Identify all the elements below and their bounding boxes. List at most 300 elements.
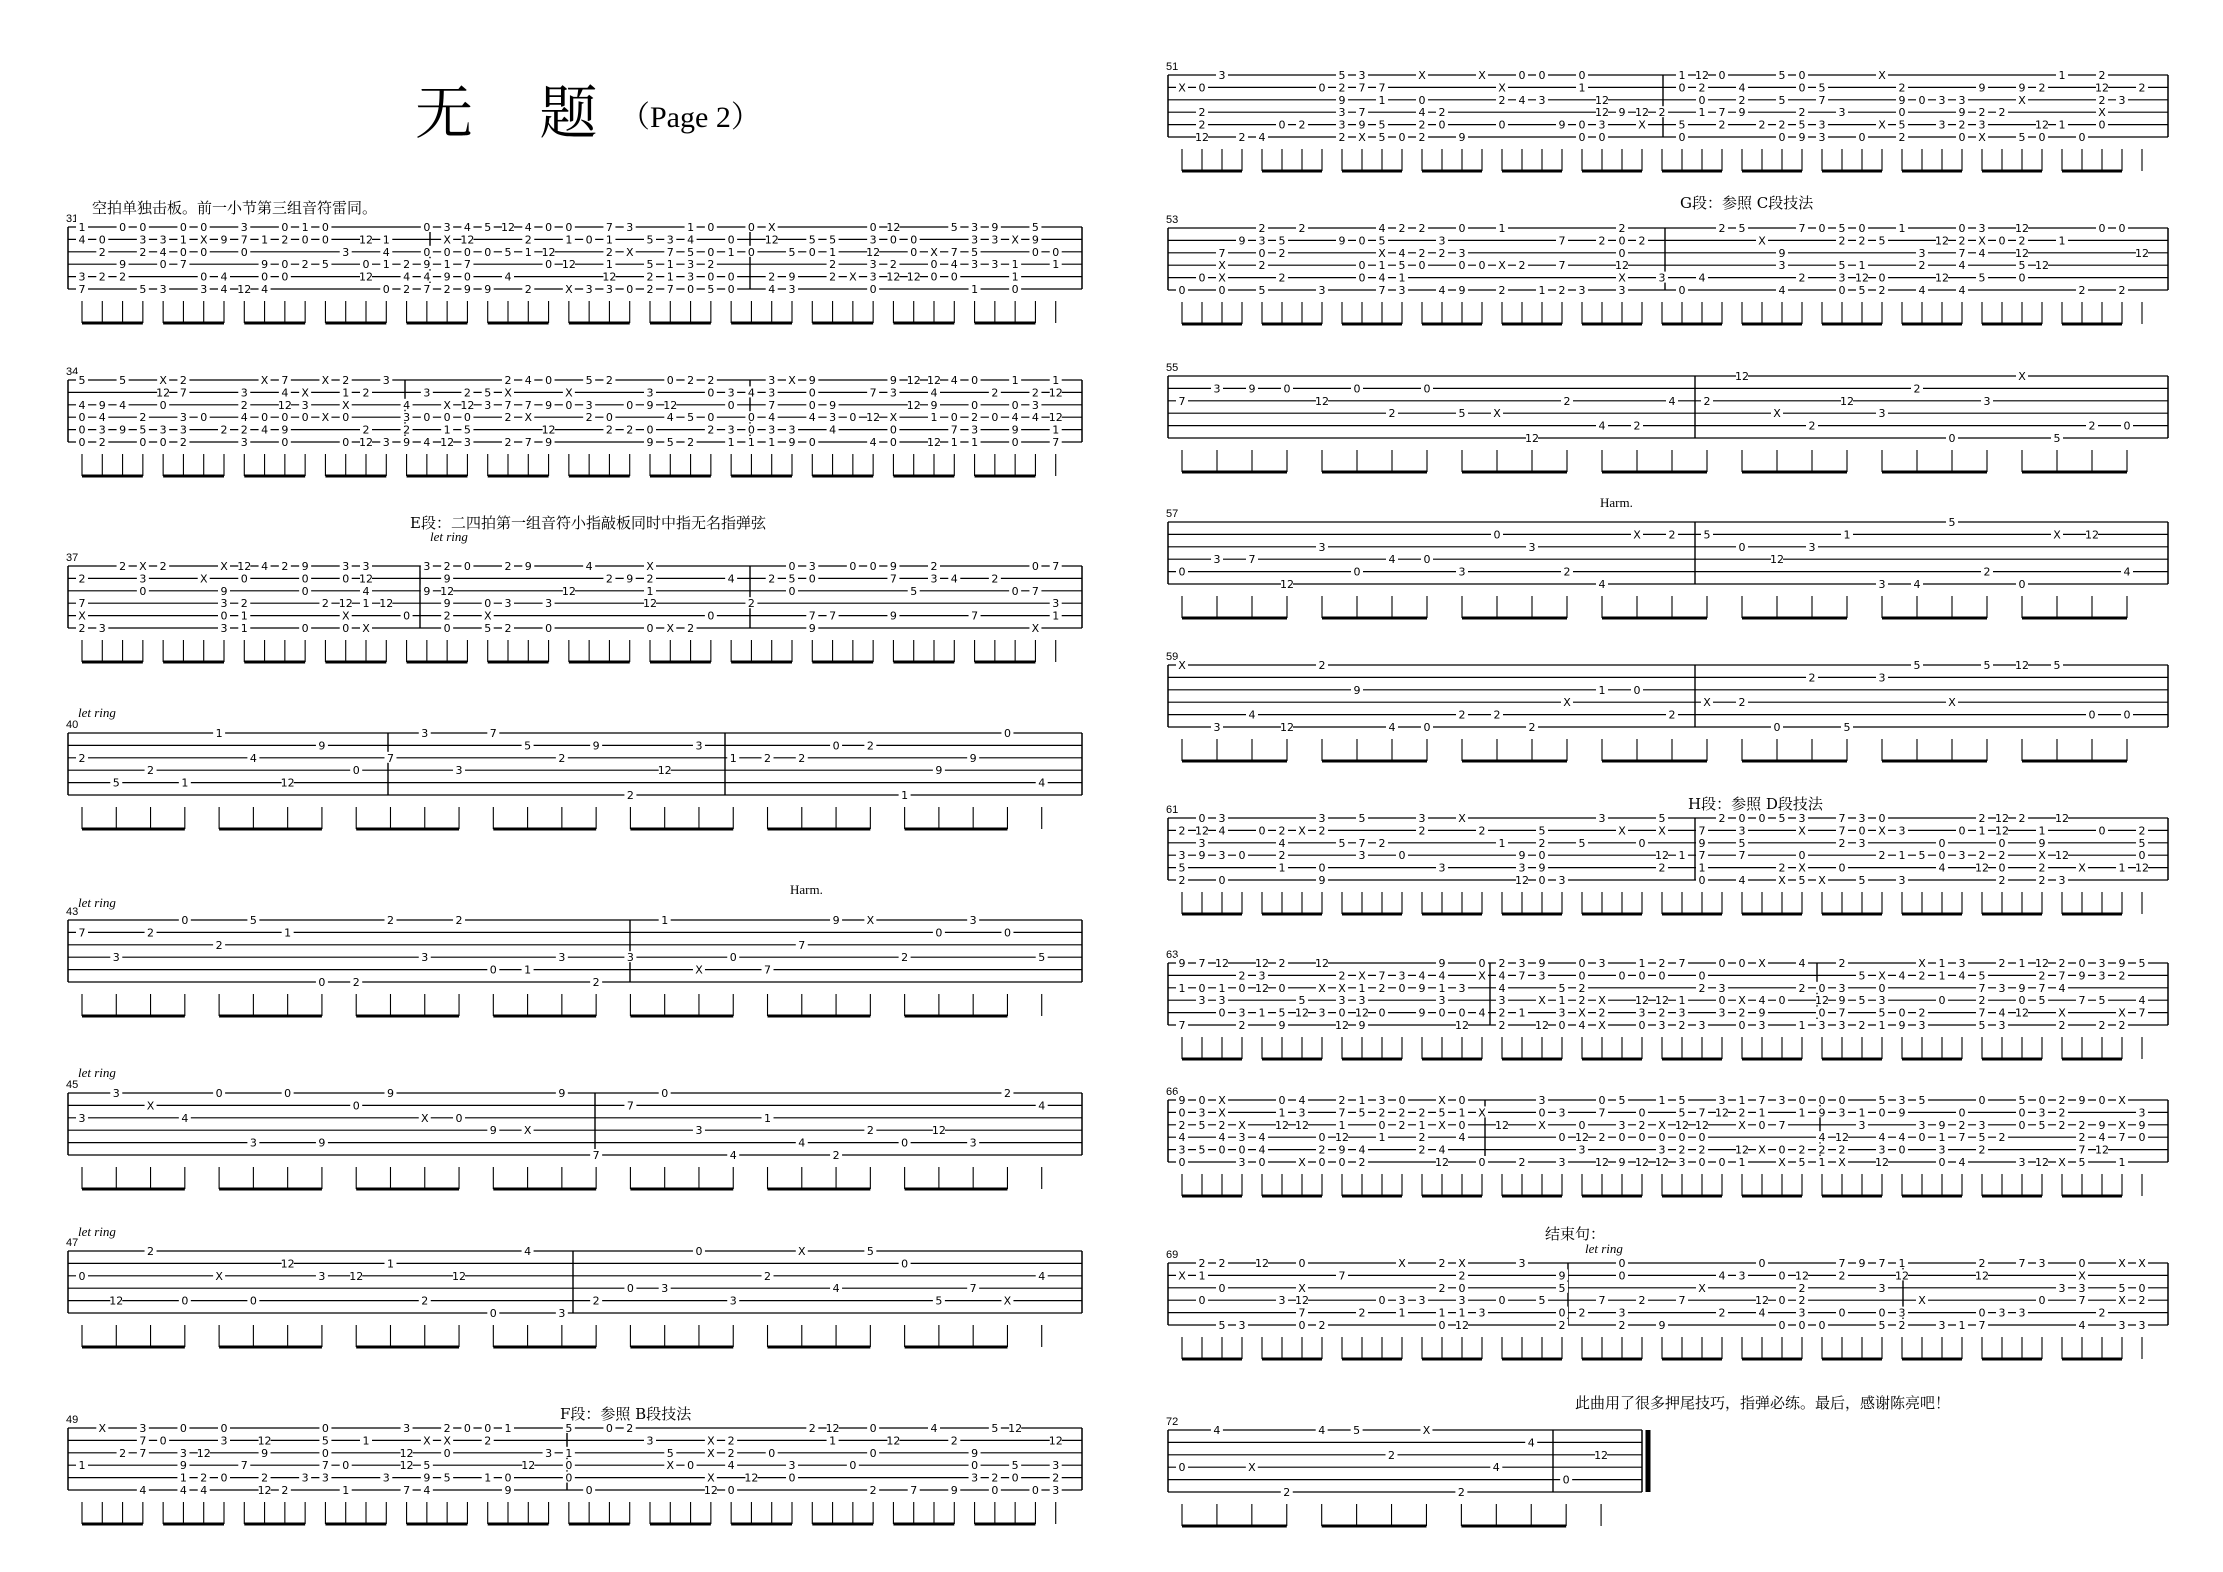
remark-section-g: G段：参照 C段技法 [1680, 192, 1813, 213]
fret-number: 2 [1999, 849, 2006, 862]
fret-number: 0 [951, 271, 958, 284]
fret-number: 1 [363, 1434, 370, 1447]
fret-number: 2 [971, 411, 978, 424]
fret-number: 0 [1319, 862, 1326, 875]
fret-number: 4 [1439, 1144, 1446, 1157]
fret-number: 0 [1699, 1131, 1706, 1144]
fret-number: 2 [1799, 982, 1806, 995]
fret-number: X [301, 386, 309, 399]
fret-number: 12 [1255, 982, 1269, 995]
fret-number: 9 [387, 1087, 394, 1100]
fret-number: 2 [626, 424, 633, 437]
fret-number: 9 [1012, 424, 1019, 437]
fret-number: 0 [180, 246, 187, 259]
fret-number: 3 [2139, 1106, 2146, 1119]
fret-number: 0 [728, 271, 735, 284]
fret-number: 0 [1919, 94, 1926, 107]
fret-number: 3 [342, 560, 349, 573]
fret-number: X [423, 1434, 431, 1447]
fret-number: 0 [1012, 1472, 1019, 1485]
fret-number: 2 [281, 1484, 288, 1497]
fret-number: 3 [1919, 1019, 1926, 1032]
fret-number: 2 [1979, 812, 1986, 825]
fret-number: 3 [870, 271, 877, 284]
fret-number: 4 [1389, 553, 1396, 566]
fret-number: 0 [627, 1282, 634, 1295]
fret-number: 4 [1318, 1424, 1325, 1437]
fret-number: 2 [1634, 420, 1641, 433]
fret-number: 2 [2079, 1119, 2086, 1132]
fret-number: 2 [2059, 1094, 2066, 1107]
fret-number: 0 [281, 411, 288, 424]
fret-number: X [147, 1099, 155, 1112]
fret-number: 0 [1279, 119, 1286, 132]
fret-number: 0 [890, 436, 897, 449]
fret-number: 3 [647, 386, 654, 399]
fret-number: 2 [79, 752, 86, 765]
fret-number: 0 [1939, 837, 1946, 850]
fret-number: 4 [1279, 837, 1286, 850]
fret-number: 5 [1879, 1007, 1886, 1020]
fret-number: 1 [1739, 1094, 1746, 1107]
fret-number: 0 [281, 221, 288, 234]
fret-number: 5 [79, 374, 86, 387]
fret-number: 3 [1239, 1131, 1246, 1144]
fret-number: 12 [1049, 411, 1063, 424]
fret-number: 3 [2019, 1156, 2026, 1169]
let-ring-label: let ring [78, 1224, 116, 1240]
fret-number: 2 [302, 258, 309, 271]
fret-number: 4 [1899, 1131, 1906, 1144]
measure-number: 59 [1166, 651, 1178, 663]
fret-number: 2 [1559, 1319, 1566, 1332]
fret-number: 12 [1695, 69, 1709, 82]
fret-number: 2 [1859, 234, 1866, 247]
fret-number: 0 [910, 246, 917, 259]
fret-number: 0 [181, 914, 188, 927]
fret-number: 2 [647, 572, 654, 585]
fret-number: 0 [322, 221, 329, 234]
fret-number: X [930, 246, 938, 259]
fret-number: 1 [2059, 234, 2066, 247]
fret-number: 12 [1755, 1294, 1769, 1307]
fret-number: 3 [383, 374, 390, 387]
fret-number: 2 [606, 572, 613, 585]
fret-number: 0 [1779, 1294, 1786, 1307]
fret-number: 2 [1519, 259, 1526, 272]
fret-number: 3 [1599, 957, 1606, 970]
fret-number: 0 [1032, 246, 1039, 259]
fret-number: 0 [748, 424, 755, 437]
fret-number: 3 [1839, 106, 1846, 119]
fret-number: 3 [647, 1434, 654, 1447]
fret-number: 4 [1038, 1099, 1045, 1112]
fret-number: 3 [1439, 862, 1446, 875]
fret-number: 9 [1619, 1156, 1626, 1169]
fret-number: 5 [1199, 1119, 1206, 1132]
fret-number: 2 [1419, 824, 1426, 837]
fret-number: 3 [586, 399, 593, 412]
fret-number: 2 [444, 560, 451, 573]
fret-number: 5 [250, 914, 257, 927]
fret-number: 5 [1379, 234, 1386, 247]
fret-number: 2 [1439, 1282, 1446, 1295]
fret-number: 2 [1052, 1472, 1059, 1485]
fret-number: 0 [545, 221, 552, 234]
fret-number: X [1538, 1119, 1546, 1132]
fret-number: 3 [768, 424, 775, 437]
fret-number: 7 [1339, 1269, 1346, 1282]
fret-number: 12 [1835, 1131, 1849, 1144]
fret-number: 1 [505, 1422, 512, 1435]
fret-number: 0 [1979, 1094, 1986, 1107]
fret-number: 2 [1579, 994, 1586, 1007]
fret-number: 2 [1339, 81, 1346, 94]
fret-number: 3 [1359, 994, 1366, 1007]
fret-number: 5 [113, 777, 120, 790]
fret-number: 3 [2119, 1319, 2126, 1332]
fret-number: 0 [1379, 1119, 1386, 1132]
fret-number: 3 [1619, 1119, 1626, 1132]
fret-number: 0 [1319, 1156, 1326, 1169]
fret-number: 12 [379, 597, 393, 610]
fret-number: 3 [1679, 1156, 1686, 1169]
fret-number: 3 [1219, 994, 1226, 1007]
fret-number: 4 [1499, 982, 1506, 995]
fret-number: 7 [951, 246, 958, 259]
fret-number: 2 [1339, 969, 1346, 982]
fret-number: 0 [1599, 131, 1606, 144]
fret-number: 4 [667, 411, 674, 424]
fret-number: 2 [593, 1295, 600, 1308]
fret-number: 7 [1839, 1007, 1846, 1020]
fret-number: 3 [484, 399, 491, 412]
fret-number: 1 [1379, 259, 1386, 272]
fret-number: 2 [1719, 1307, 1726, 1320]
fret-number: 1 [1012, 258, 1019, 271]
fret-number: 7 [2059, 969, 2066, 982]
fret-number: 2 [147, 1245, 154, 1258]
fret-number: 4 [1739, 81, 1746, 94]
fret-number: 1 [1599, 684, 1606, 697]
fret-number: 3 [1379, 1094, 1386, 1107]
harmonic-label: Harm. [1600, 495, 1633, 511]
fret-number: 0 [586, 1484, 593, 1497]
fret-number: 0 [1219, 1282, 1226, 1295]
fret-number: 3 [1214, 382, 1221, 395]
fret-number: 0 [1819, 1007, 1826, 1020]
fret-number: 3 [505, 597, 512, 610]
fret-number: 1 [180, 1472, 187, 1485]
fret-number: 7 [1519, 969, 1526, 982]
fret-number: 0 [423, 246, 430, 259]
fret-number: 1 [484, 1472, 491, 1485]
fret-number: X [261, 374, 269, 387]
fret-number: 0 [901, 1257, 908, 1270]
fret-number: 1 [1359, 1094, 1366, 1107]
fret-number: 2 [241, 597, 248, 610]
fret-number: 4 [829, 424, 836, 437]
fret-number: 7 [1719, 106, 1726, 119]
fret-number: X [1633, 528, 1641, 541]
fret-number: 2 [647, 271, 654, 284]
fret-number: 12 [1840, 395, 1854, 408]
fret-number: 0 [565, 221, 572, 234]
fret-number: 0 [647, 622, 654, 635]
fret-number: 9 [789, 271, 796, 284]
fret-number: 0 [565, 399, 572, 412]
fret-number: 12 [1594, 1449, 1608, 1462]
fret-number: 3 [1619, 284, 1626, 297]
fret-number: 0 [931, 271, 938, 284]
fret-number: 12 [1615, 259, 1629, 272]
fret-number: 0 [1339, 1156, 1346, 1169]
fret-number: X [695, 964, 703, 977]
fret-number: 9 [970, 752, 977, 765]
fret-number: 2 [1529, 721, 1536, 734]
fret-number: 3 [1839, 272, 1846, 285]
fret-number: 1 [1939, 1131, 1946, 1144]
fret-number: 5 [1819, 81, 1826, 94]
fret-number: 3 [1519, 957, 1526, 970]
fret-number: 12 [1435, 1156, 1449, 1169]
fret-number: X [2053, 528, 2061, 541]
fret-number: 0 [1539, 874, 1546, 887]
fret-number: 3 [403, 411, 410, 424]
fret-number: 12 [1595, 94, 1609, 107]
remark-ending: 结束句： [1545, 1223, 1605, 1244]
fret-number: 0 [464, 246, 471, 259]
fret-number: 4 [1899, 969, 1906, 982]
fret-number: 7 [764, 964, 771, 977]
fret-number: 0 [1319, 81, 1326, 94]
fret-number: 0 [423, 221, 430, 234]
fret-number: 3 [1879, 407, 1886, 420]
fret-number: 0 [1639, 1019, 1646, 1032]
fret-number: 2 [1659, 957, 1666, 970]
fret-number: 3 [1719, 1094, 1726, 1107]
fret-number: 2 [1619, 1319, 1626, 1332]
fret-number: 7 [870, 386, 877, 399]
fret-number: 5 [667, 1447, 674, 1460]
fret-number: 0 [1319, 1131, 1326, 1144]
fret-number: 5 [2079, 1156, 2086, 1169]
fret-number: 0 [2139, 1131, 2146, 1144]
fret-number: X [1758, 234, 1766, 247]
fret-number: 3 [1719, 1007, 1726, 1020]
fret-number: 0 [2079, 957, 2086, 970]
fret-number: 3 [1179, 1144, 1186, 1157]
fret-number: 0 [484, 597, 491, 610]
fret-number: 9 [423, 585, 430, 598]
fret-number: 0 [1959, 222, 1966, 235]
fret-number: 3 [1499, 994, 1506, 1007]
fret-number: 2 [1359, 1307, 1366, 1320]
fret-number: 2 [1339, 131, 1346, 144]
fret-number: 0 [342, 411, 349, 424]
fret-number: 0 [363, 258, 370, 271]
fret-number: 4 [261, 283, 268, 296]
fret-number: 0 [1699, 94, 1706, 107]
fret-number: 3 [1559, 1156, 1566, 1169]
fret-number: 0 [1699, 1156, 1706, 1169]
fret-number: X [1423, 1424, 1431, 1437]
fret-number: 2 [444, 610, 451, 623]
fret-number: 2 [1839, 1144, 1846, 1157]
fret-number: 9 [1459, 284, 1466, 297]
fret-number: 0 [322, 233, 329, 246]
fret-number: 3 [1859, 1119, 1866, 1132]
fret-number: 1 [1012, 271, 1019, 284]
fret-number: 2 [809, 1422, 816, 1435]
fret-number: 7 [809, 610, 816, 623]
fret-number: 2 [798, 752, 805, 765]
fret-number: 12 [1715, 1106, 1729, 1119]
fret-number: 0 [1459, 1119, 1466, 1132]
fret-number: 12 [1855, 272, 1869, 285]
fret-number: 0 [1619, 234, 1626, 247]
fret-number: 3 [1799, 812, 1806, 825]
fret-number: 12 [2095, 81, 2109, 94]
fret-number: 7 [139, 1447, 146, 1460]
fret-number: X [2098, 106, 2106, 119]
fret-number: 1 [728, 246, 735, 259]
fret-number: 4 [1499, 969, 1506, 982]
fret-number: 12 [1049, 1434, 1063, 1447]
fret-number: 0 [789, 560, 796, 573]
fret-number: 9 [833, 914, 840, 927]
fret-number: 7 [1599, 1106, 1606, 1119]
measure-number: 37 [66, 552, 78, 564]
fret-number: 7 [627, 1099, 634, 1112]
fret-number: 1 [1579, 81, 1586, 94]
fret-number: 2 [1984, 566, 1991, 579]
fret-number: 0 [565, 1459, 572, 1472]
fret-number: 0 [1424, 382, 1431, 395]
fret-number: 2 [387, 914, 394, 927]
fret-number: 12 [1049, 386, 1063, 399]
fret-number: 7 [1819, 94, 1826, 107]
fret-number: 2 [1239, 131, 1246, 144]
fret-number: 1 [1399, 1307, 1406, 1320]
fret-number: 2 [1899, 1319, 1906, 1332]
fret-number: 1 [1279, 1106, 1286, 1119]
fret-number: 3 [2039, 1257, 2046, 1270]
fret-number: 4 [180, 1484, 187, 1497]
fret-number: 0 [1179, 1156, 1186, 1169]
fret-number: 3 [1899, 874, 1906, 887]
fret-number: 0 [1479, 1156, 1486, 1169]
fret-number: 0 [707, 386, 714, 399]
fret-number: 1 [1499, 222, 1506, 235]
fret-number: 5 [667, 436, 674, 449]
fret-number: 0 [1199, 1294, 1206, 1307]
fret-number: 0 [1599, 1094, 1606, 1107]
fret-number: 0 [586, 233, 593, 246]
fret-number: X [342, 610, 350, 623]
fret-number: 0 [971, 374, 978, 387]
fret-number: 0 [79, 424, 86, 437]
fret-number: 0 [1939, 994, 1946, 1007]
fret-number: 2 [1999, 874, 2006, 887]
fret-number: 0 [910, 233, 917, 246]
fret-number: 0 [728, 283, 735, 296]
fret-number: 3 [464, 436, 471, 449]
fret-number: 4 [1439, 969, 1446, 982]
fret-number: 12 [907, 374, 921, 387]
fret-number: 0 [1679, 81, 1686, 94]
fret-number: 5 [2119, 1282, 2126, 1295]
fret-number: 2 [1299, 222, 1306, 235]
fret-number: 12 [1535, 1019, 1549, 1032]
fret-number: 2 [119, 560, 126, 573]
fret-number: 0 [464, 560, 471, 573]
fret-number: X [524, 1124, 532, 1137]
fret-number: 2 [870, 1484, 877, 1497]
fret-number: 5 [1379, 119, 1386, 132]
fret-number: 9 [1339, 1144, 1346, 1157]
fret-number: 12 [1280, 578, 1294, 591]
fret-number: X [1498, 259, 1506, 272]
fret-number: 0 [1579, 119, 1586, 132]
fret-number: 12 [866, 246, 880, 259]
fret-number: X [1438, 1119, 1446, 1132]
fret-number: 12 [197, 1447, 211, 1460]
fret-number: 1 [1259, 1007, 1266, 1020]
fret-number: 4 [1819, 1131, 1826, 1144]
fret-number: 4 [728, 572, 735, 585]
fret-number: 2 [363, 386, 370, 399]
let-ring-label: let ring [1585, 1241, 1623, 1257]
fret-number: 7 [1219, 247, 1226, 260]
fret-number: 0 [935, 926, 942, 939]
fret-number: 3 [180, 1447, 187, 1460]
fret-number: 0 [2124, 709, 2131, 722]
fret-number: 4 [748, 386, 755, 399]
fret-number: 2 [1179, 874, 1186, 887]
fret-number: 3 [1939, 1319, 1946, 1332]
fret-number: 1 [1052, 424, 1059, 437]
fret-number: 3 [221, 622, 228, 635]
fret-number: 0 [2124, 420, 2131, 433]
fret-number: 3 [667, 233, 674, 246]
fret-number: X [646, 560, 654, 573]
fret-number: 0 [1479, 259, 1486, 272]
fret-number: 0 [768, 1447, 775, 1460]
fret-number: 1 [1939, 957, 1946, 970]
fret-number: 0 [1619, 1269, 1626, 1282]
fret-number: 5 [119, 374, 126, 387]
fret-number: 7 [768, 399, 775, 412]
fret-number: 0 [1004, 926, 1011, 939]
fret-number: 12 [1195, 131, 1209, 144]
fret-number: 2 [1519, 1156, 1526, 1169]
fret-number: X [215, 1270, 223, 1283]
fret-number: 2 [2089, 420, 2096, 433]
fret-number: 3 [1659, 272, 1666, 285]
fret-number: 0 [1559, 1131, 1566, 1144]
fret-number: 2 [261, 1472, 268, 1485]
fret-number: 1 [79, 221, 86, 234]
fret-number: 1 [1659, 1094, 1666, 1107]
fret-number: 0 [302, 585, 309, 598]
fret-number: 0 [748, 411, 755, 424]
fret-number: 2 [1199, 119, 1206, 132]
measure-number: 53 [1166, 214, 1178, 226]
fret-number: 0 [687, 283, 694, 296]
fret-number: 2 [1299, 119, 1306, 132]
fret-number: 9 [890, 560, 897, 573]
